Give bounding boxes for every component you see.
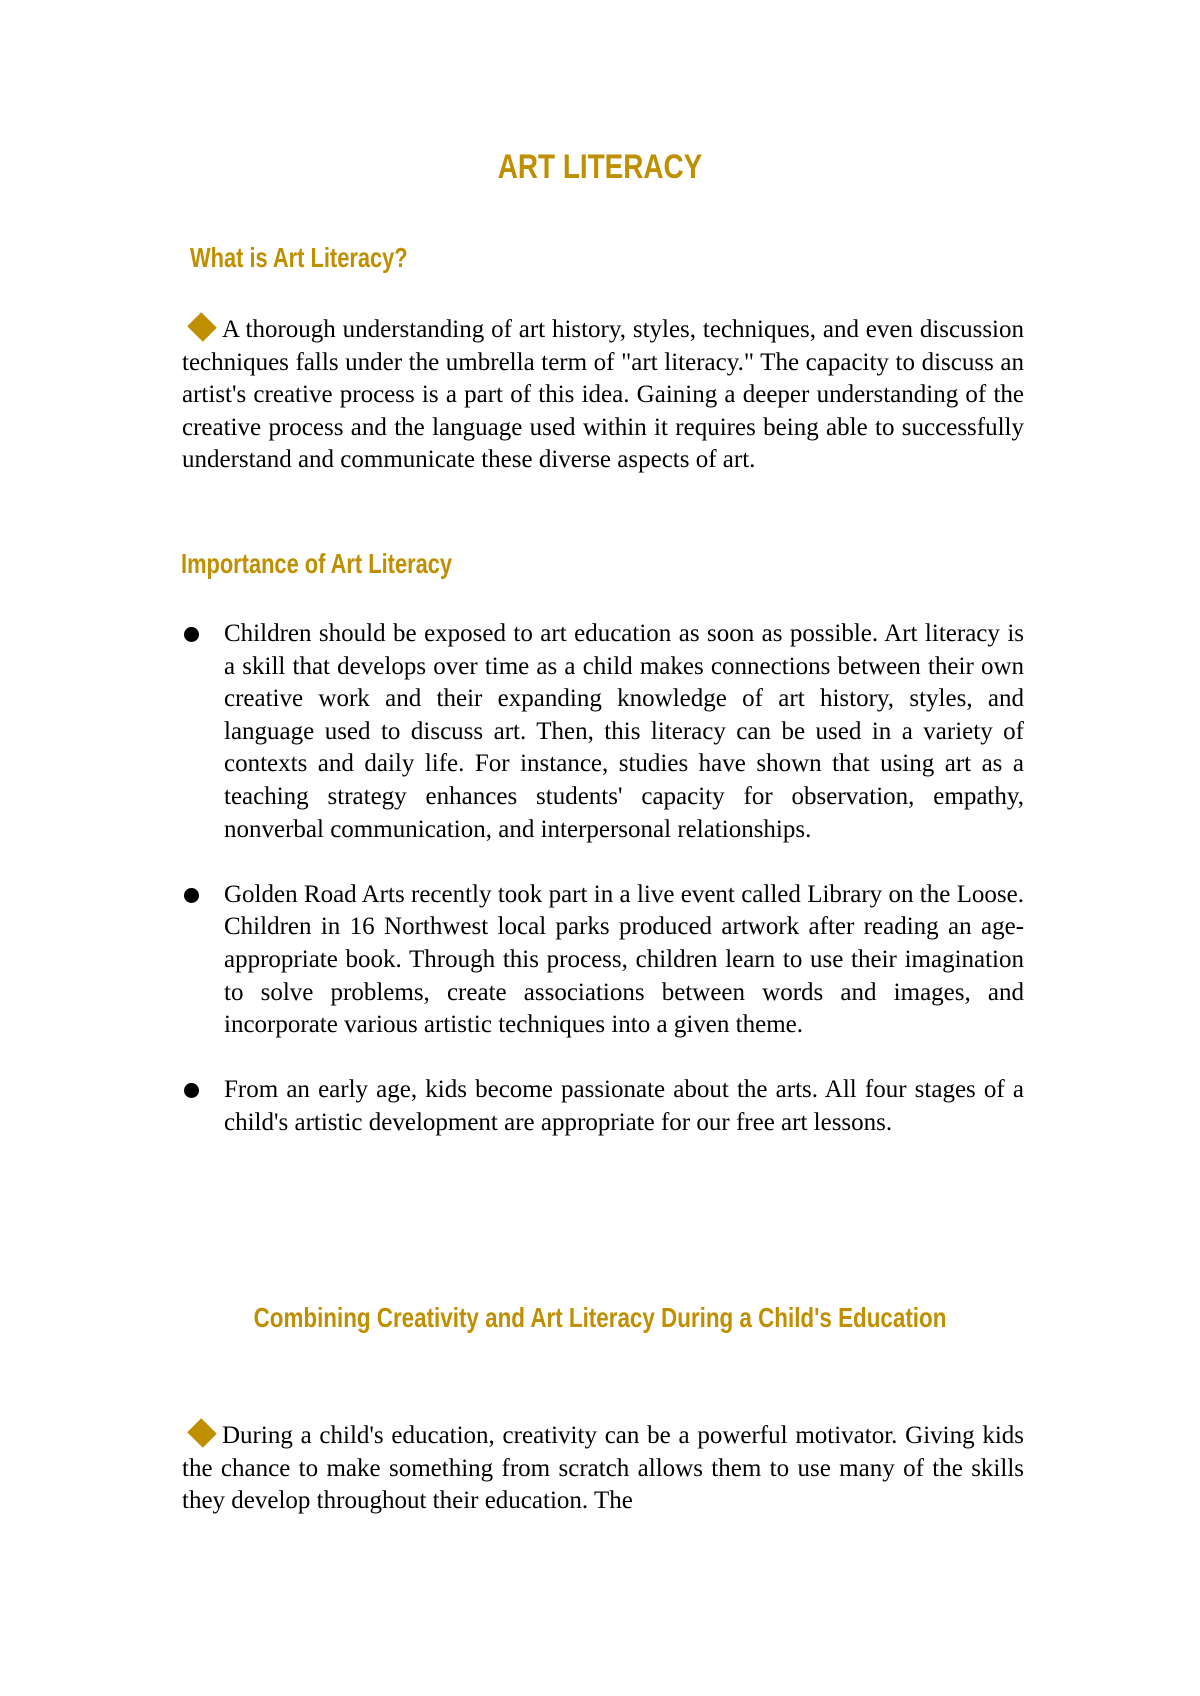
paragraph-combining bbox=[182, 1420, 1024, 1518]
paragraph-text: A thorough understanding of art history, styles, techniques, and even discussion techniques falls under the umbrella term of "art literacy." The capacity to discuss an artist's creative process is a part of this idea. Gaining a deeper understanding of the creative process and the language used within it requires being able to successfully understand and communicate these diverse aspects of art. bbox=[182, 316, 1024, 474]
list-item-text: From an early age, kids become passionate about the arts. All four stages of a child's artistic development are appropriate for our free art lessons. bbox=[224, 1076, 1024, 1136]
paragraph-what bbox=[182, 314, 1024, 477]
bullet-list bbox=[182, 618, 1024, 1172]
paragraph-text: During a child's education, creativity can be a powerful motivator. Giving kids the chance to make something from scratch allows them to use many of the skills they develop throughout their education. The bbox=[182, 1422, 1024, 1515]
list-item bbox=[182, 618, 1024, 846]
list-item bbox=[182, 879, 1024, 1042]
diamond-icon bbox=[187, 312, 217, 342]
page-title: ART LITERACY bbox=[497, 148, 703, 186]
bullet-dot-icon bbox=[184, 627, 199, 642]
diamond-icon bbox=[187, 1418, 217, 1448]
section-heading-importance: Importance of Art Literacy bbox=[181, 548, 453, 579]
bullet-dot-icon bbox=[184, 1083, 199, 1098]
list-item-text: Golden Road Arts recently took part in a live event called Library on the Loose. Children in 16 Northwest local parks produced artwork after reading an age-appropriate book. Through this process, children learn to use their imagination to solve problems, create associations between words and images, and incorporate various artistic techniques into a given theme. bbox=[224, 880, 1024, 1039]
list-item bbox=[182, 1074, 1024, 1139]
section-heading-what: What is Art Literacy? bbox=[190, 242, 408, 273]
bullet-dot-icon bbox=[184, 888, 199, 903]
list-item-text: Children should be exposed to art education as soon as possible. Art literacy is a skill that develops over time as a child makes connections between their own creative work and their expanding knowledge of art history, styles, and language used to discuss art. Then, this literacy can be used in a variety of contexts and daily life. For instance, studies have shown that using art as a teaching strategy enhances students' capacity for observation, empathy, nonverbal communication, and interpersonal relationships. bbox=[224, 620, 1024, 843]
section-heading-combining: Combining Creativity and Art Literacy During a Child's Education bbox=[253, 1302, 947, 1333]
